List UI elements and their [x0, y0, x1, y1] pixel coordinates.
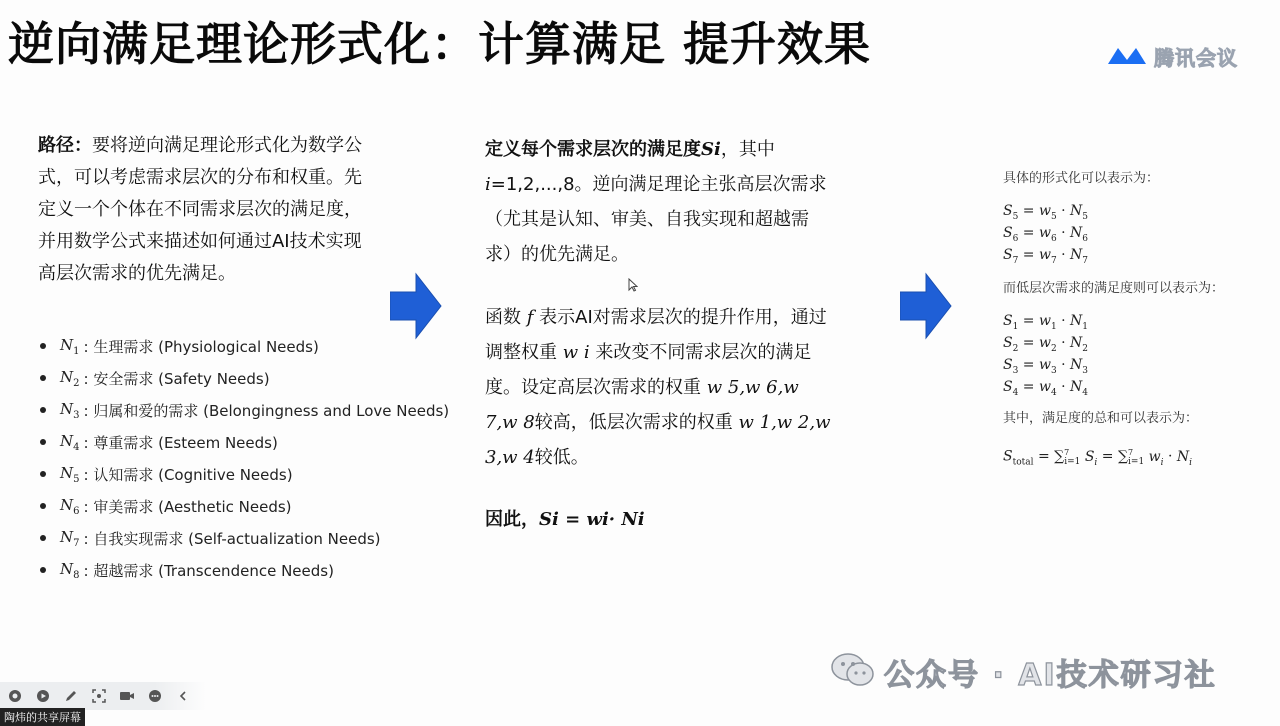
formula-row: $S_3 = w_3 \cdot N_3$ [1003, 357, 1089, 376]
low-level-formulas [1003, 310, 1263, 398]
list-item: $N_6$ : 审美需求 (Aesthetic Needs) [40, 490, 449, 522]
record-icon[interactable] [6, 687, 24, 705]
collapse-icon[interactable] [174, 687, 192, 705]
page-title: 逆向满足理论形式化：计算满足 提升效果 [8, 17, 872, 71]
wechat-icon [830, 652, 876, 692]
right-arrow-icon [900, 272, 952, 340]
need-label: : 安全需求 (Safety Needs) [83, 369, 270, 388]
need-label: : 认知需求 (Cognitive Needs) [83, 465, 293, 484]
path-label: 路径： [38, 135, 92, 156]
need-label: : 审美需求 (Aesthetic Needs) [83, 497, 292, 516]
list-item: $N_2$ : 安全需求 (Safety Needs) [40, 362, 449, 394]
brand-name: 腾讯会议 [1154, 46, 1238, 70]
camera-icon[interactable] [118, 687, 136, 705]
chat-icon[interactable] [146, 687, 164, 705]
needs-list [40, 330, 449, 586]
screen-share-label: 陶炜的共享屏幕 [0, 708, 85, 726]
brand-logo [1106, 42, 1238, 71]
need-label: : 尊重需求 (Esteem Needs) [83, 433, 278, 452]
screen-share-toolbar [0, 682, 206, 710]
need-label: : 超越需求 (Transcendence Needs) [83, 561, 334, 580]
need-label: : 生理需求 (Physiological Needs) [83, 337, 319, 356]
function-description: 函数 f 表示AI对需求层次的提升作用，通过调整权重 w i 来改变不同需求层次的满足度。设定高层次需求的权重 w 5,w 6,w 7,w 8较高，低层次需求的权重 w 1,w 2,w 3,w 4较低。 [485, 307, 831, 468]
formula-row: $S_6 = w_6 \cdot N_6$ [1003, 225, 1089, 244]
list-item: $N_4$ : 尊重需求 (Esteem Needs) [40, 426, 449, 458]
conclusion: 因此，Si = wi· Ni [485, 509, 645, 530]
list-item: $N_3$ : 归属和爱的需求 (Belongingness and Love Needs) [40, 394, 449, 426]
right-arrow-icon [390, 272, 442, 340]
screenshot-icon[interactable] [90, 687, 108, 705]
wechat-watermark [830, 650, 1217, 694]
list-item: $N_5$ : 认知需求 (Cognitive Needs) [40, 458, 449, 490]
satisfaction-definition: 定义每个需求层次的满足度Si，其中 i=1,2,...,8。逆向满足理论主张高层次需求（尤其是认知、审美、自我实现和超越需求）的优先满足。 [485, 139, 827, 265]
watermark-text: 公众号 · AI技术研习社 [884, 658, 1217, 693]
formula-row: $S_4 = w_4 \cdot N_4$ [1003, 379, 1089, 398]
formula-row: $S_5 = w_5 \cdot N_5$ [1003, 203, 1089, 222]
list-item: $N_1$ : 生理需求 (Physiological Needs) [40, 330, 449, 362]
need-label: : 归属和爱的需求 (Belongingness and Love Needs) [83, 401, 450, 420]
formula-row: $S_2 = w_2 \cdot N_2$ [1003, 335, 1089, 354]
path-description [38, 130, 378, 290]
specific-formalization-label: 具体的形式化可以表示为： [1003, 171, 1160, 186]
mouse-cursor-icon [628, 278, 638, 296]
list-item: $N_8$ : 超越需求 (Transcendence Needs) [40, 554, 449, 586]
low-level-label: 而低层次需求的满足度则可以表示为： [1003, 281, 1225, 296]
high-level-formulas [1003, 200, 1263, 266]
play-icon[interactable] [34, 687, 52, 705]
path-text: 要将逆向满足理论形式化为数学公式，可以考虑需求层次的分布和权重。先定义一个个体在不同需求层次的满足度，并用数学公式来描述如何通过AI技术实现高层次需求的优先满足。 [38, 135, 362, 284]
tencent-meeting-logo-icon [1106, 44, 1148, 70]
list-item: $N_7$ : 自我实现需求 (Self-actualization Needs) [40, 522, 449, 554]
pen-icon[interactable] [62, 687, 80, 705]
formula-row: $S_7 = w_7 \cdot N_7$ [1003, 247, 1089, 266]
total-formula: $S_{total} = \sum^7_{i=1}$ $S_i = \sum^7_{i=1}$ $w_i \cdot N_i$ [1003, 448, 1193, 468]
need-label: : 自我实现需求 (Self-actualization Needs) [83, 529, 381, 548]
formal-expressions [1003, 168, 1263, 468]
total-label: 其中，满足度的总和可以表示为： [1003, 411, 1199, 426]
formula-row: $S_1 = w_1 \cdot N_1$ [1003, 313, 1089, 332]
